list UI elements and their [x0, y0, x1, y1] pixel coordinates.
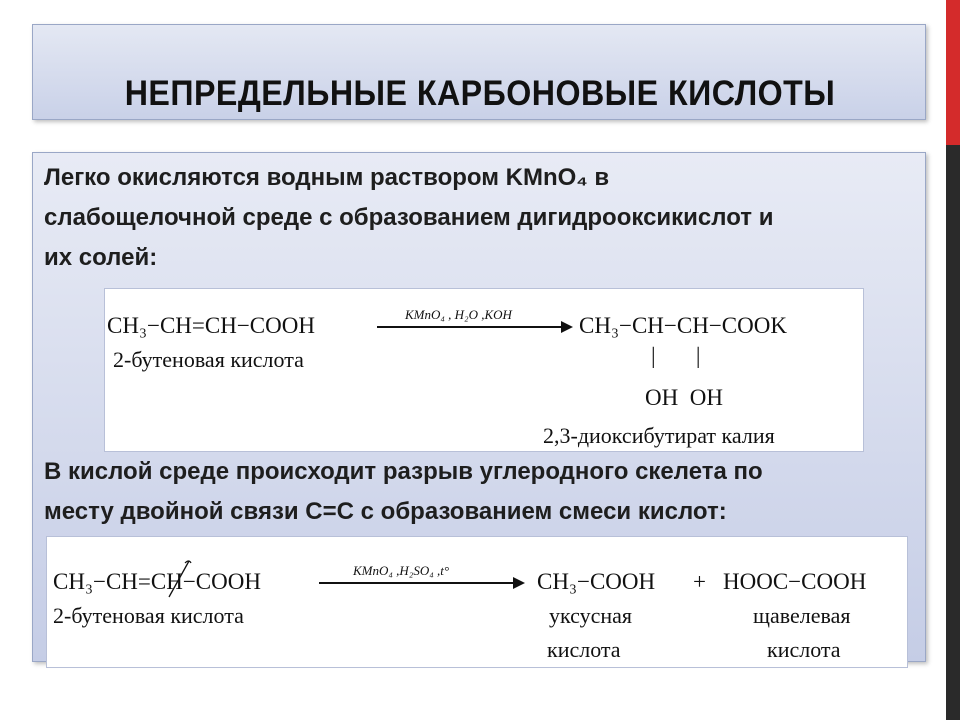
arrow-head-icon [561, 321, 573, 333]
reactant-formula: CH₃−CH=CH−COOH [107, 313, 315, 338]
product-formula: CH₃−CH−CH−COOK [579, 313, 787, 338]
bond-cleavage-mark-icon [165, 557, 193, 601]
equation-alkaline-oxidation [104, 288, 864, 452]
paragraph-line: слабощелочной среде с образованием дигидрооксикислот и [44, 204, 774, 231]
bond-lines: | | [651, 343, 701, 368]
product2-name: щавелевая [753, 603, 851, 628]
product1-name: уксусная [549, 603, 633, 628]
product2-formula: HOOC−COOH [723, 569, 867, 594]
paragraph-alkaline-oxidation [44, 158, 924, 278]
reactant-name: 2-бутеновая кислота [53, 603, 244, 628]
slide-title: НЕПРЕДЕЛЬНЫЕ КАРБОНОВЫЕ КИСЛОТЫ [124, 74, 836, 113]
equation-acidic-cleavage [46, 536, 908, 668]
arrow-head-icon [513, 577, 525, 589]
reactant-formula: CH₃−CH=CH−COOH [53, 569, 261, 594]
product-name: 2,3-диоксибутират калия [543, 423, 775, 448]
reagent-label: KMnO₄ , H₂O ,KOH [405, 307, 512, 322]
product2-name: кислота [767, 637, 841, 662]
paragraph-line: В кислой среде происходит разрыв углеродного скелета по [44, 458, 763, 485]
product1-formula: CH₃−COOH [537, 569, 656, 594]
paragraph-line: месту двойной связи С=С с образованием смеси кислот: [44, 498, 727, 525]
hydroxyl-groups: OH OH [645, 385, 723, 410]
reaction-arrow [319, 582, 515, 584]
decorative-accent-bar [946, 0, 960, 145]
plus-sign: + [693, 569, 706, 594]
reagent-label: KMnO₄ ,H₂SO₄ ,t° [353, 563, 450, 578]
product1-name: кислота [547, 637, 621, 662]
paragraph-line: Легко окисляются водным раствором KMnO₄ в [44, 164, 610, 191]
paragraph-line: их солей: [44, 244, 158, 271]
reaction-arrow [377, 326, 563, 328]
paragraph-acidic-cleavage [44, 452, 924, 532]
reactant-name: 2-бутеновая кислота [113, 347, 304, 372]
